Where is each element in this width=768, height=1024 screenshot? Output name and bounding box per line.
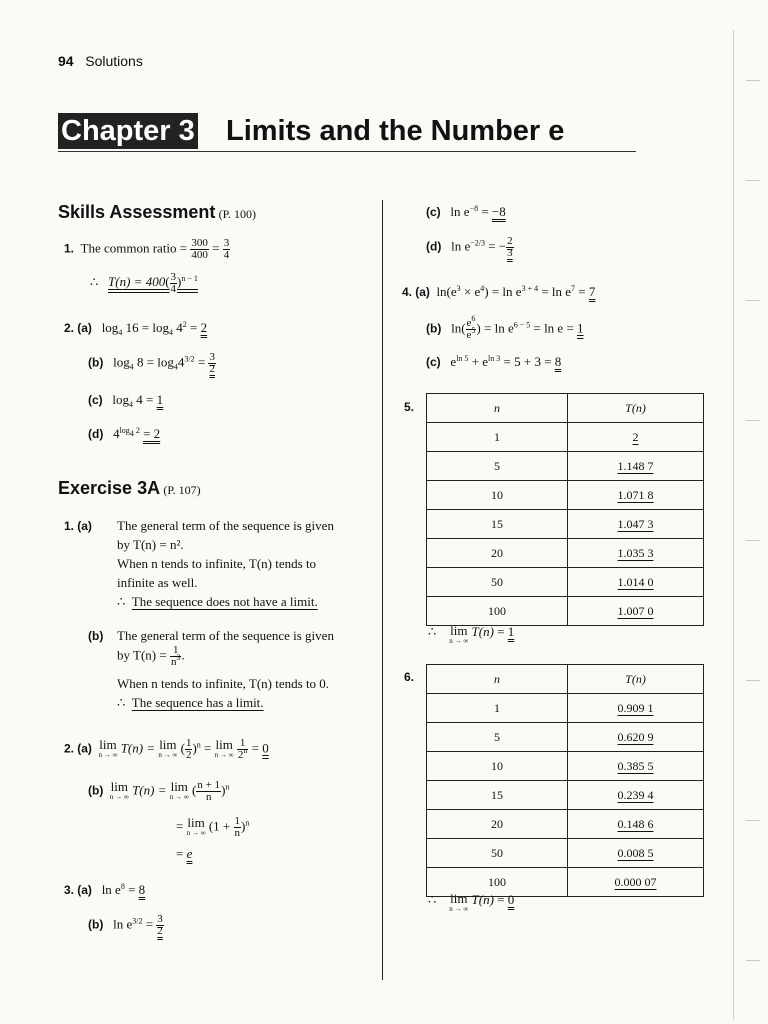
skills-heading — [58, 202, 256, 223]
answer: 8 — [554, 354, 562, 369]
question-number: 1. — [64, 241, 75, 256]
text-line: When n tends to infinite, T(n) tends to 0. — [117, 676, 330, 691]
answer: 2 — [200, 320, 208, 335]
q4a: 4. (a) $\ln(e^3 \times e^4) = \ln e^{3 + 4} = \ln e^7 = 7$ — [402, 284, 596, 299]
column-divider — [382, 200, 383, 980]
margin-tick — [746, 420, 760, 421]
exercise-heading-text: Exercise 3A — [58, 478, 161, 498]
q4b: (b) ln( $\frac{e^6}{e^5}$ ) = $\ln e^{6 - 5} = \ln e = 1$ — [426, 314, 584, 341]
chapter-label: Chapter 3 — [58, 113, 198, 149]
answer: 1 — [577, 320, 584, 336]
question-number: 2. — [64, 321, 75, 335]
exercise-q2b-step2: = lim n → ∞ (1 + $\frac{1}{n}$ )$^n$ — [176, 815, 250, 839]
table-row — [427, 810, 704, 839]
exercise-page-ref: (P. 107) — [163, 483, 201, 497]
text-line: The general term of the sequence is given — [117, 628, 334, 643]
cell-n: 5 — [427, 723, 568, 752]
table-row — [427, 452, 704, 481]
cell-tn: 0.148 6 — [568, 810, 704, 839]
cell-n: 1 — [427, 694, 568, 723]
q1-tn: T(n) = 400 — [108, 274, 166, 290]
cell-tn: 1.007 0 — [568, 597, 704, 626]
margin-tick — [746, 80, 760, 81]
table-row — [427, 597, 704, 626]
cell-n: 15 — [427, 510, 568, 539]
table-row — [427, 510, 704, 539]
skills-q2b: (b) $\log_4 8 = \log_44^{3/2}$ = $\frac{3}{2}$ — [88, 351, 215, 375]
cell-n: 1 — [427, 423, 568, 452]
text-line: by T(n) = n². — [117, 537, 184, 552]
cell-tn: 0.239 4 — [568, 781, 704, 810]
answer: $\frac{2}{3}$ — [507, 235, 513, 259]
skills-q2a: 2. (a) $\log_4 16 = \log_4 4^2 = 2$ — [64, 320, 208, 337]
therefore-symbol: ∴ — [90, 274, 99, 290]
chapter-title-bar — [58, 111, 636, 152]
cell-n: 50 — [427, 568, 568, 597]
exercise-q3a: 3. (a) $\ln e^8 = 8$ — [64, 882, 146, 897]
skills-page-ref: (P. 100) — [218, 207, 257, 221]
answer: e — [186, 846, 193, 861]
table-row — [427, 781, 704, 810]
table-header: T(n) — [568, 394, 704, 423]
skills-q1-line1: 1. The common ratio = $\frac{300}{400}$ = $\frac{3}{4}$ — [64, 237, 230, 261]
page-edge-line — [733, 30, 734, 1020]
cell-n: 20 — [427, 810, 568, 839]
cell-n: 10 — [427, 481, 568, 510]
cell-n: 50 — [427, 839, 568, 868]
exercise-q2b-step3: = e — [176, 846, 193, 861]
table-row — [427, 539, 704, 568]
answer: 1 — [507, 624, 515, 639]
cell-tn: 0.620 9 — [568, 723, 704, 752]
answer: −8 — [491, 204, 506, 219]
cell-n: 100 — [427, 597, 568, 626]
table-row — [427, 481, 704, 510]
conclusion: The sequence has a limit. — [131, 695, 264, 710]
exercise-q2a: 2. (a) lim n → ∞ T(n) = lim n → ∞ ( $\frac{1}{2}$ )$^n$ = lim n → ∞ $\frac{1}{2^n}$ = 0 — [64, 737, 269, 761]
table-header: n — [427, 394, 568, 423]
margin-tick — [746, 680, 760, 681]
answer: 1 — [156, 392, 164, 407]
answer: 7 — [588, 284, 596, 299]
margin-tick — [746, 960, 760, 961]
page-number: 94 — [58, 53, 74, 69]
fraction: $\frac{3}{4}$ — [223, 237, 230, 261]
q1-text: The common ratio = — [80, 240, 188, 256]
answer: 0 — [262, 740, 269, 756]
table-header: T(n) — [568, 665, 704, 694]
cell-n: 100 — [427, 868, 568, 897]
table-row — [427, 839, 704, 868]
cell-n: 20 — [427, 539, 568, 568]
q3c: (c) $\ln e^{-8} = -8$ — [426, 204, 506, 219]
answer: 0 — [507, 892, 515, 907]
exercise-q2b: (b) lim n → ∞ T(n) = lim n → ∞ ( $\frac{n + 1}{n}$ )$^n$ — [88, 779, 230, 803]
table-row — [427, 423, 704, 452]
q4c: (c) $e^{ln 5} + e^{ln 3} = 5 + 3 = 8$ — [426, 354, 562, 369]
cell-tn: 0.909 1 — [568, 694, 704, 723]
exercise-q1b: (b) The general term of the sequence is given by T(n) = $\frac{1}{n^3}$ . When n tends to infinite, T(n) tends to 0. ∴ The sequence has a limit. — [88, 626, 388, 646]
skills-heading-text: Skills Assessment — [58, 202, 216, 222]
answer: $\frac{3}{2}$ — [209, 351, 215, 375]
cell-tn: 0.000 07 — [568, 868, 704, 897]
margin-tick — [746, 300, 760, 301]
q6-conclusion: ∴ lim n → ∞ T(n) = 0 — [428, 891, 515, 913]
cell-n: 5 — [427, 452, 568, 481]
answer: = 2 — [143, 426, 161, 441]
margin-tick — [746, 540, 760, 541]
table-row — [427, 694, 704, 723]
skills-q1-line2: ∴ T(n) = 400( $\frac{3}{4}$ )$^{n - 1}$ — [90, 271, 198, 295]
margin-tick — [746, 180, 760, 181]
cell-tn: 1.071 8 — [568, 481, 704, 510]
cell-tn: 1.047 3 — [568, 510, 704, 539]
page-header — [58, 53, 143, 69]
cell-tn: 1.148 7 — [568, 452, 704, 481]
text-line: When n tends to infinite, T(n) tends to — [117, 556, 317, 571]
text-line: infinite as well. — [117, 575, 198, 590]
header-section: Solutions — [85, 53, 143, 69]
cell-tn: 1.014 0 — [568, 568, 704, 597]
text-line: The general term of the sequence is given — [117, 518, 334, 533]
skills-q2c: (c) $\log_4 4 = 1$ — [88, 392, 164, 409]
table-header-row — [427, 394, 704, 423]
q6-table — [426, 664, 704, 897]
table-row — [427, 568, 704, 597]
exercise-q1a: 1. (a) The general term of the sequence is given by T(n) = n². When n tends to infinite, T(n) tends to infinite as well. ∴ The sequence does not have a limit. — [64, 516, 374, 536]
cell-tn: 1.035 3 — [568, 539, 704, 568]
cell-tn: 0.385 5 — [568, 752, 704, 781]
table-header: n — [427, 665, 568, 694]
exercise-q3b: (b) $\ln e^{3/2}$ = $\frac{3}{2}$ — [88, 913, 163, 937]
table-row — [427, 723, 704, 752]
conclusion: The sequence does not have a limit. — [131, 594, 318, 609]
cell-tn: 2 — [568, 423, 704, 452]
cell-n: 10 — [427, 752, 568, 781]
answer: $\frac{3}{2}$ — [157, 913, 163, 937]
question-number: 6. — [404, 670, 415, 684]
question-number: 5. — [404, 400, 415, 414]
cell-tn: 0.008 5 — [568, 839, 704, 868]
table-row — [427, 752, 704, 781]
chapter-title: Limits and the Number e — [226, 115, 565, 147]
q3d: (d) $\ln e^{-2/3}$ = − $\frac{2}{3}$ — [426, 235, 513, 259]
exercise-heading — [58, 478, 201, 499]
fraction: $\frac{300}{400}$ — [191, 237, 208, 261]
answer: 8 — [138, 882, 146, 897]
margin-tick — [746, 820, 760, 821]
skills-q2d: (d) $4^{log_4 2} = 2$ — [88, 426, 161, 441]
q5-table — [426, 393, 704, 626]
q5-conclusion: ∴ lim n → ∞ T(n) = 1 — [428, 623, 515, 645]
cell-n: 15 — [427, 781, 568, 810]
table-header-row — [427, 665, 704, 694]
